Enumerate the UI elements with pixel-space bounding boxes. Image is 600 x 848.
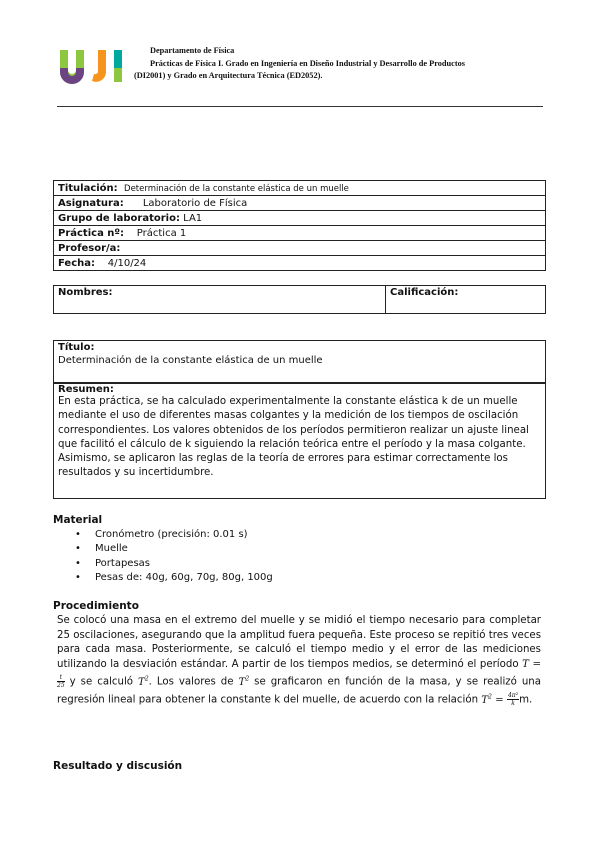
list-item [75,571,273,585]
t-symbol: T [138,676,145,688]
fecha-value: 4/10/24 [107,257,147,269]
asignatura-value: Laboratorio de Física [142,197,248,209]
names-table [53,285,546,314]
material-heading: Material [53,514,103,526]
header-divider [57,106,543,107]
eq1-denominator: 25 [57,682,65,690]
row-asignatura [54,196,546,211]
fecha-label: Fecha: [58,257,96,269]
list-item [75,542,273,556]
practica-value: Práctica 1 [136,227,187,239]
bullet-icon: • [75,543,81,555]
list-item [75,557,273,571]
squared-exponent: 2 [144,675,149,683]
asignatura-label: Asignatura: [58,197,124,209]
squared-exponent: 2 [488,693,492,701]
resumen-line: En esta práctica, se ha calculado experimentalmente la constante elástica k de un muelle [58,396,518,407]
eq1-lhs: T = [522,658,541,670]
eq2-numerator: 4π² [507,692,519,700]
eq1-fraction [57,674,65,689]
list-item [75,528,273,542]
practica-label: Práctica nº: [58,227,125,239]
info-table [53,180,546,271]
uji-logo [58,48,133,84]
row-grupo [54,211,546,226]
resumen-label: Resumen: [58,384,114,395]
bullet-icon: • [75,571,81,583]
row-titulacion [54,181,546,196]
resultado-heading: Resultado y discusión [53,760,183,772]
relation-equation: $T^2$ = $\frac{\text{4π²}}{k}$ [481,692,519,708]
material-item-text: Muelle [95,543,128,555]
proc-text-5: regresión lineal para obtener la constante k del muelle, de acuerdo con la relación [57,694,479,706]
proc-text-1: Se colocó una masa en el extremo del muelle y se midió el tiempo necesario para completar 25 oscilaciones, asegurando que la amplitud fuera pequeña. Este proceso se repitió tres veces para cada masa. Posteriormente, se calculó el tiempo medio y el error de las mediciones utilizando la desviación estándar. A partir de los tiempos medios, se determinó el período [57,615,541,670]
header-text [134,45,465,83]
department-name: Departamento de Física [150,46,235,55]
t-squared [138,677,149,688]
procedimiento-text [57,614,541,708]
squared-exponent: 2 [245,675,250,683]
title-box [53,340,546,384]
grupo-label: Grupo de laboratorio: [58,212,180,224]
resumen-line: que facilitó el cálculo de k siguiendo la relación teórica entre el período y la masa colgante. [58,438,526,450]
row-profesor [54,241,546,256]
procedimiento-heading: Procedimiento [53,600,139,612]
eq2-tail: m. [519,694,533,706]
row-fecha [54,256,546,271]
row-practica [54,226,546,241]
resumen-text [58,395,545,481]
resumen-line: resultados y su incertidumbre. [58,467,214,479]
bullet-icon: • [75,529,81,540]
eq2-lhs: T [481,694,489,706]
resumen-line: mediante el uso de diferentes masas colgantes y la medición de los tiempos de oscilación [58,410,519,422]
resumen-line: correspondientes. Los valores obtenidos de los períodos permitieron realizar un ajuste lineal [58,424,529,436]
eq1-numerator: t [57,674,65,682]
t-squared [239,677,250,688]
calificacion-label: Calificación: [390,287,459,298]
titulo-label: Título: [58,342,95,353]
proc-text-2: y se calculó [69,676,134,688]
course-line: Prácticas de Física I. Grado en Ingeniería en Diseño Industrial y Desarrollo de Productos [150,58,465,68]
bullet-icon: • [75,557,81,569]
eq2-denominator: k [511,700,515,708]
eq2-fraction [507,692,519,707]
t-symbol: T [238,676,246,688]
material-item-text: Cronómetro (precisión: 0.01 s) [95,529,248,540]
resumen-box [53,382,546,499]
material-list [75,528,273,585]
course-line-codes: (DI2001) y Grado en Arquitectura Técnica (ED2052). [134,71,323,80]
proc-text-4: se graficaron en función de la masa, y se realizó una [254,676,541,688]
material-item-text: Portapesas [95,557,150,569]
titulo-value: Determinación de la constante elástica de un muelle [58,355,323,366]
proc-text-3: . Los valores de [148,676,234,688]
profesor-label: Profesor/a: [58,242,121,254]
nombres-label: Nombres: [58,287,113,298]
grupo-value: LA1 [183,212,203,224]
material-item-text: Pesas de: 40g, 60g, 70g, 80g, 100g [95,571,273,583]
resumen-line: Asimismo, se aplicaron las reglas de la teoría de errores para estimar correctamente los [58,453,508,465]
titulacion-label: Titulación: [58,182,118,194]
titulacion-value: Determinación de la constante elástica de un muelle [124,183,349,194]
